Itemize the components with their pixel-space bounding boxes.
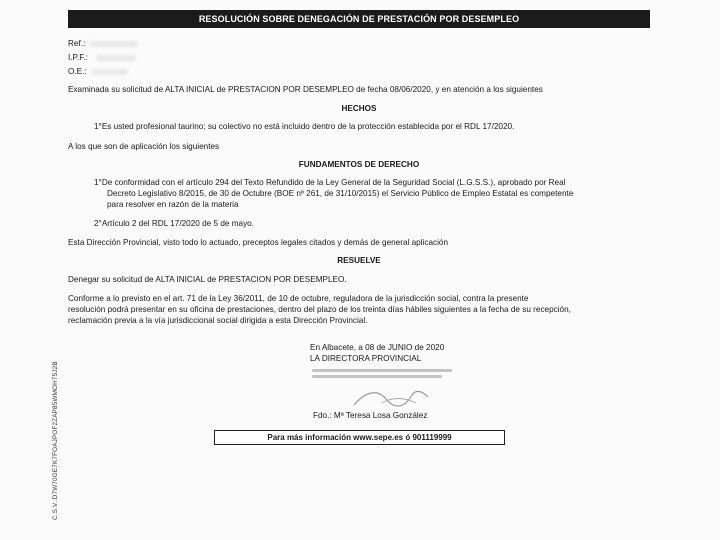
signature-signed-by: Fdo.: Mª Teresa Losa González: [313, 411, 428, 420]
redacted-ipf: [96, 55, 136, 61]
redacted-ref: [90, 41, 138, 47]
aplicacion-paragraph: A los que son de aplicación los siguientes: [68, 142, 220, 151]
fundamento-1-line3: para resolver en razón de la materia: [107, 200, 239, 209]
oe-label: O.E.:: [68, 67, 87, 76]
recurso-line3: reclamación previa a la vía jurisdiccional social dirigida a esta Dirección Provincial.: [68, 316, 368, 325]
ref-label: Ref.:: [68, 39, 86, 48]
hechos-item-1: 1°Es usted profesional taurino; su colectivo no está incluido dentro de la protección establecida por el RDL 17/2020.: [94, 122, 515, 131]
resuelve-heading: RESUELVE: [337, 256, 381, 265]
fundamento-1-line2: Decreto Legislativo 8/2015, de 30 de Octubre (BOE nº 261, de 31/10/2015) el Servicio Público de Empleo Estatal es competente: [107, 189, 574, 198]
recurso-line1: Conforme a lo previsto en el art. 71 de la Ley 36/2011, de 10 de octubre, reguladora de la jurisdicción social, contra la presente: [68, 294, 529, 303]
intro-paragraph: Examinada su solicitud de ALTA INICIAL de PRESTACION POR DESEMPLEO de fecha 08/06/2020, y en atención a los siguientes: [68, 85, 543, 94]
signature-role: LA DIRECTORA PROVINCIAL: [310, 354, 422, 363]
info-box: Para más información www.sepe.es ó 901119999: [214, 430, 505, 445]
direccion-paragraph: Esta Dirección Provincial, visto todo lo actuado, preceptos legales citados y demás de general aplicación: [68, 238, 449, 247]
handwritten-signature: [352, 385, 442, 411]
redacted-oe: [92, 69, 128, 75]
fundamento-1-line1: 1°De conformidad con el artículo 294 del Texto Refundido de la Ley General de la Seguridad Social (L.G.S.S.), aprobado por Real: [94, 178, 566, 187]
fundamentos-heading: FUNDAMENTOS DE DERECHO: [298, 160, 420, 169]
document-title: RESOLUCIÓN SOBRE DENEGACIÓN DE PRESTACIÓN POR DESEMPLEO: [68, 10, 650, 28]
resuelve-paragraph: Denegar su solicitud de ALTA INICIAL de PRESTACION POR DESEMPLEO.: [68, 275, 347, 284]
signature-place-date: En Albacete, a 08 de JUNIO de 2020: [310, 343, 445, 352]
stamp-text-line: [312, 369, 452, 372]
hechos-heading: HECHOS: [341, 104, 377, 113]
recurso-line2: resolución podrá presentar en su oficina de prestaciones, dentro del plazo de los treinta días hábiles siguientes a la fecha de su recepción,: [68, 305, 571, 314]
stamp-text-line: [312, 375, 442, 378]
fundamento-2: 2°Artículo 2 del RDL 17/2020 de 5 de mayo.: [94, 219, 254, 228]
csv-code: C.S.V.:D7W70GE7K7FOAJPOF2ZAP85WMOH75J2B: [52, 361, 59, 520]
ipf-label: I.P.F.:: [68, 53, 88, 62]
